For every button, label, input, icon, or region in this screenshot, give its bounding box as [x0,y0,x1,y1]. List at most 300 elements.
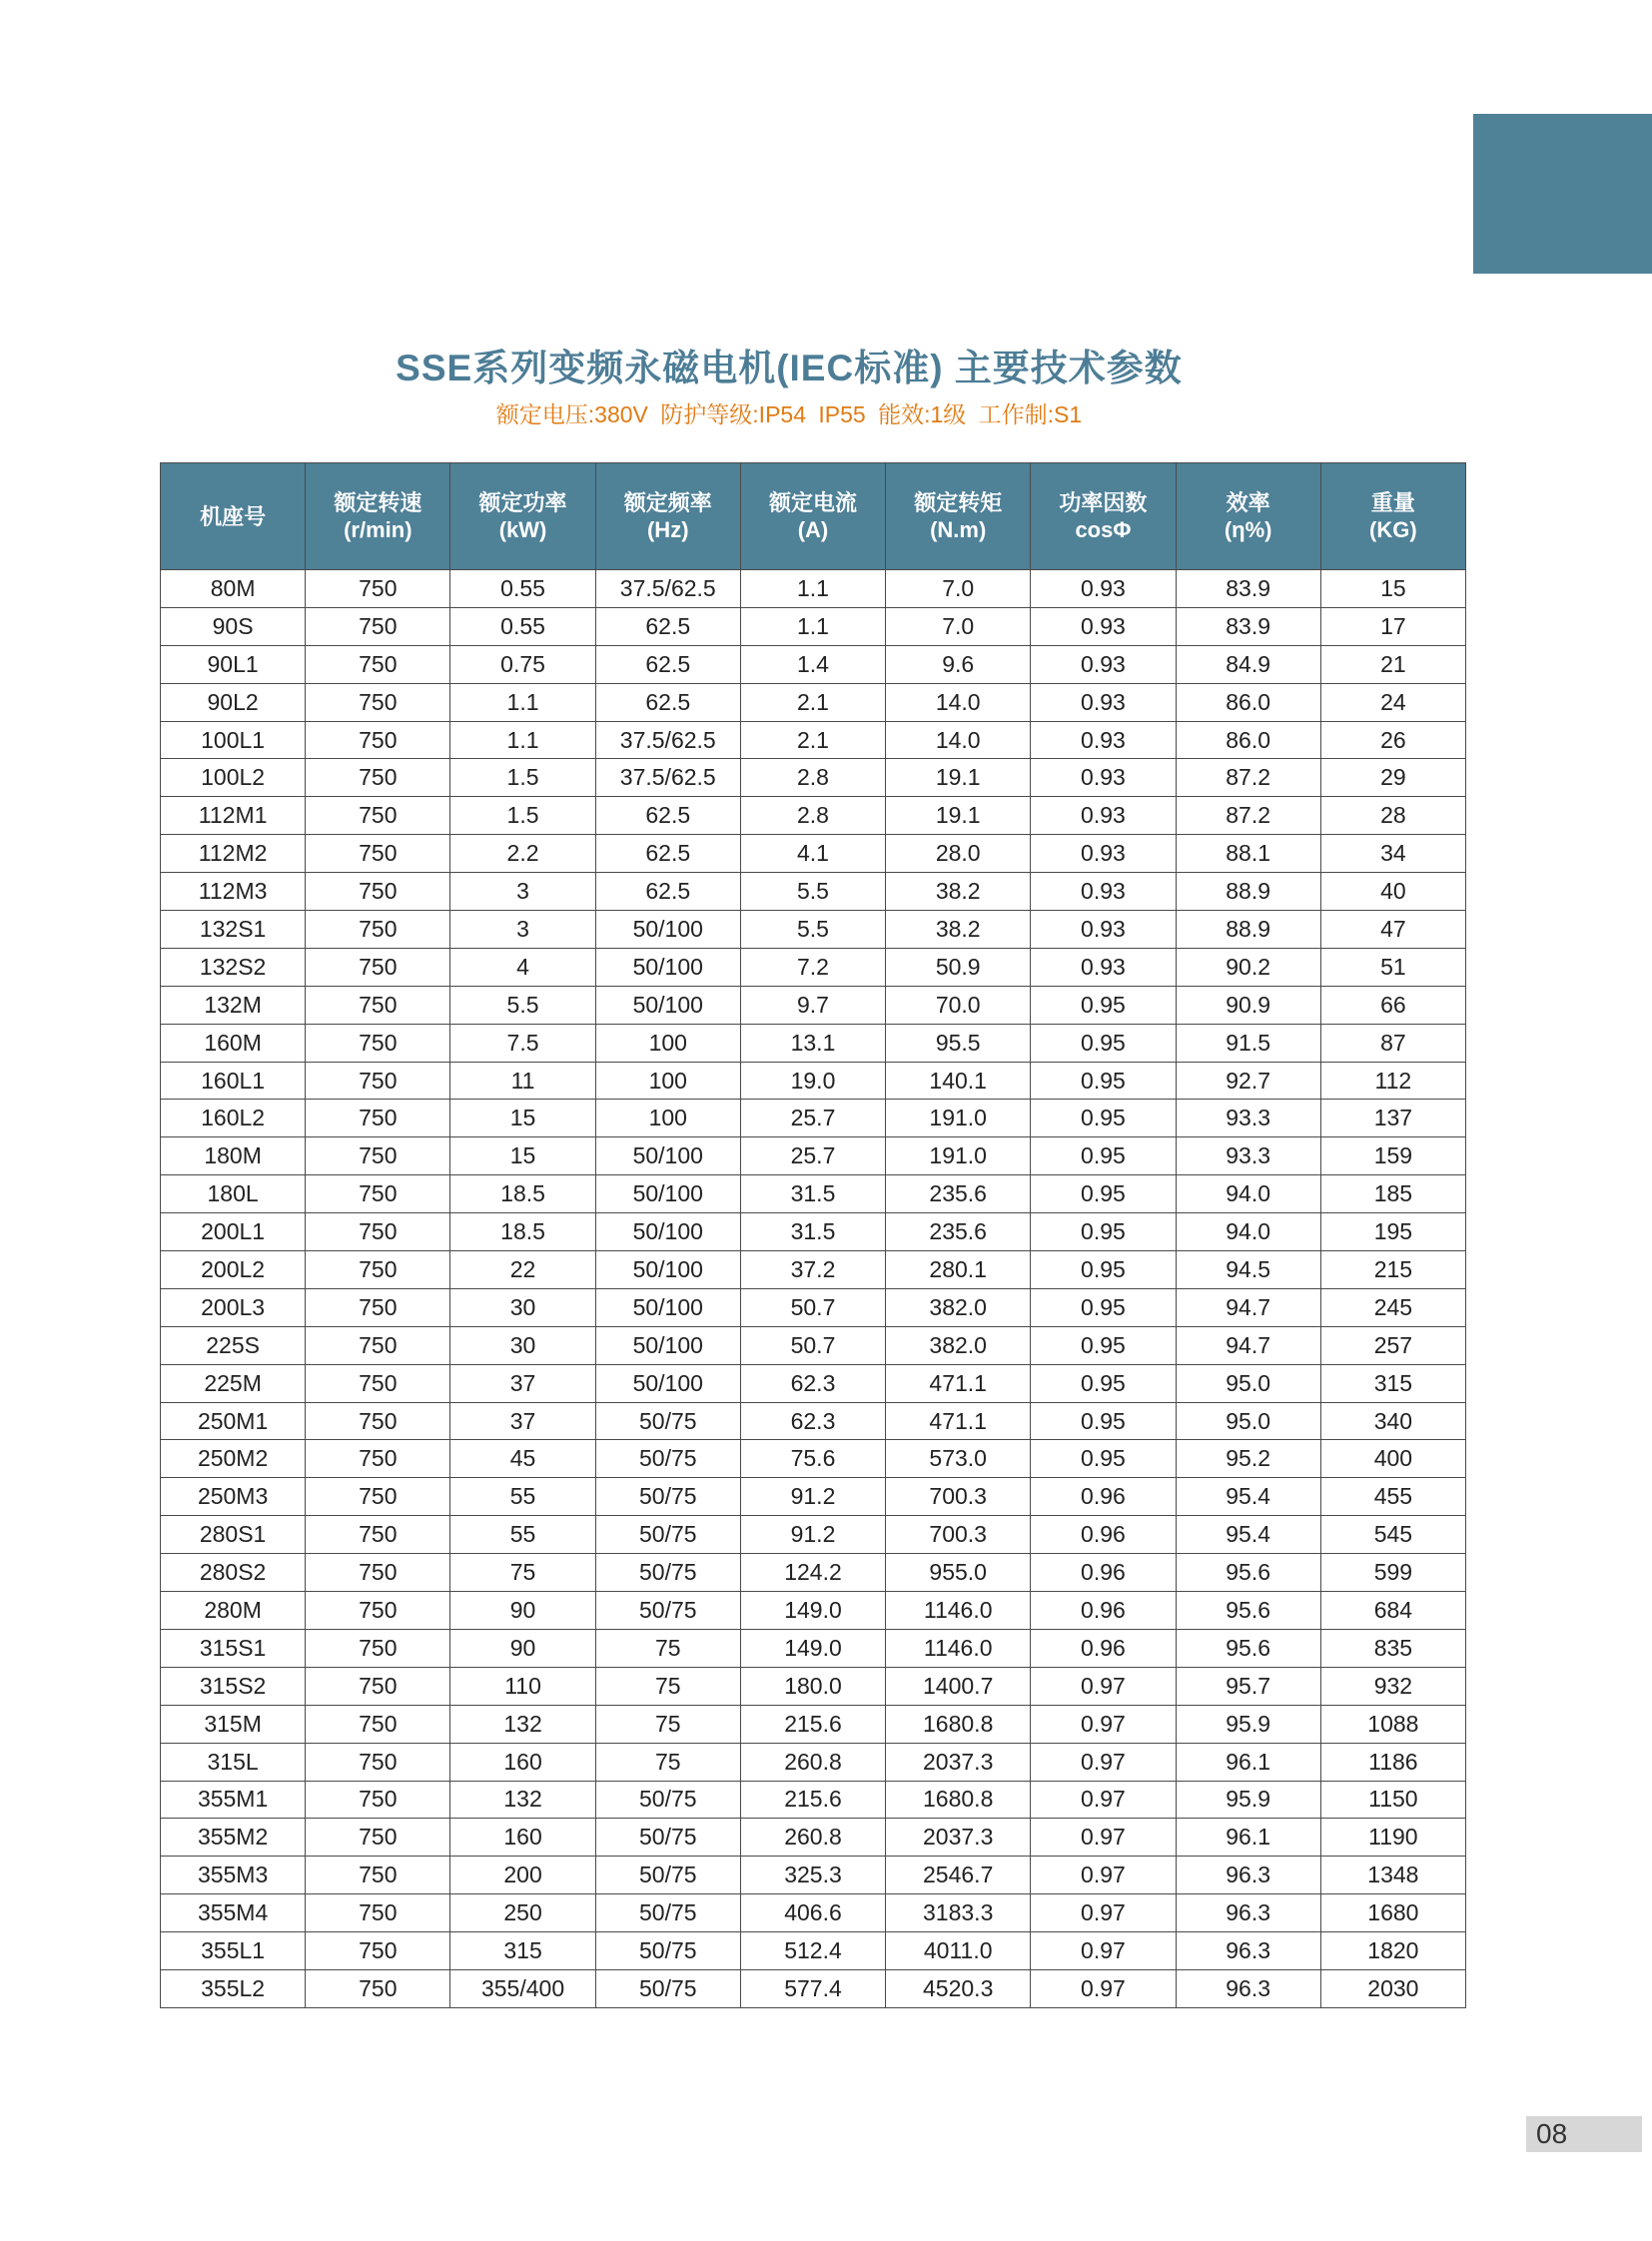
table-cell: 22 [450,1251,595,1289]
table-cell: 86.0 [1176,721,1320,759]
table-cell: 50/100 [595,1364,740,1402]
table-cell: 3 [450,873,595,911]
table-row [161,1857,1466,1894]
header-cell [450,463,595,570]
table-cell: 0.96 [1031,1629,1176,1667]
table-cell: 15 [450,1100,595,1137]
table-cell: 50/100 [595,911,740,949]
table-cell: 750 [306,1062,450,1100]
table-cell: 0.95 [1031,1100,1176,1137]
table-cell: 750 [306,1781,450,1819]
table-cell: 750 [306,1100,450,1137]
table-row [161,1705,1466,1743]
table-cell: 2.2 [450,835,595,873]
page-number: 08 [1526,2116,1642,2152]
table-cell: 110 [450,1667,595,1705]
table-row [161,1516,1466,1554]
table-cell: 21 [1320,645,1465,683]
table-cell: 0.97 [1031,1969,1176,2007]
table-cell: 545 [1320,1516,1465,1554]
table-cell: 91.5 [1176,1024,1320,1062]
header-label: cosΦ [1075,517,1132,542]
table-cell: 0.95 [1031,1326,1176,1364]
table-cell: 355M4 [161,1894,306,1932]
table-cell: 50/75 [595,1894,740,1932]
table-cell: 250M3 [161,1478,306,1516]
table-cell: 132 [450,1705,595,1743]
table-cell: 200 [450,1857,595,1894]
table-cell: 4.1 [740,835,885,873]
page-title: SSE系列变频永磁电机(IEC标准) 主要技术参数 [396,348,1183,388]
table-cell: 1680 [1320,1894,1465,1932]
table-cell: 2030 [1320,1969,1465,2007]
table-cell: 455 [1320,1478,1465,1516]
table-cell: 88.1 [1176,835,1320,873]
table-cell: 100 [595,1062,740,1100]
table-cell: 750 [306,570,450,608]
table-cell: 90.9 [1176,986,1320,1024]
table-cell: 50/75 [595,1819,740,1857]
table-cell: 750 [306,1478,450,1516]
table-cell: 0.93 [1031,911,1176,949]
table-cell: 225M [161,1364,306,1402]
table-cell: 577.4 [740,1969,885,2007]
table-cell: 0.93 [1031,835,1176,873]
table-cell: 18.5 [450,1175,595,1213]
table-cell: 75 [595,1629,740,1667]
table-cell: 340 [1320,1402,1465,1440]
table-cell: 160 [450,1743,595,1781]
table-cell: 0.93 [1031,570,1176,608]
table-cell: 750 [306,1743,450,1781]
table-cell: 0.97 [1031,1894,1176,1932]
table-cell: 95.6 [1176,1629,1320,1667]
table-cell: 62.3 [740,1402,885,1440]
table-cell: 0.95 [1031,1213,1176,1251]
header-label: 额定转速 [334,490,422,515]
table-cell: 0.97 [1031,1705,1176,1743]
corner-accent-block [1473,114,1652,274]
table-cell: 191.0 [886,1100,1031,1137]
table-row [161,873,1466,911]
table-cell: 96.3 [1176,1969,1320,2007]
table-cell: 2037.3 [886,1819,1031,1857]
header-label: 额定转矩 [914,490,1003,515]
table-cell: 2037.3 [886,1743,1031,1781]
table-cell: 87.2 [1176,759,1320,797]
table-cell: 90.2 [1176,948,1320,986]
table-cell: 19.1 [886,797,1031,835]
table-cell: 0.93 [1031,873,1176,911]
table-row [161,759,1466,797]
table-cell: 88.9 [1176,911,1320,949]
table-cell: 26 [1320,721,1465,759]
table-cell: 750 [306,1705,450,1743]
table-cell: 93.3 [1176,1137,1320,1175]
table-cell: 34 [1320,835,1465,873]
table-cell: 0.93 [1031,645,1176,683]
table-cell: 260.8 [740,1819,885,1857]
table-cell: 62.5 [595,645,740,683]
table-cell: 13.1 [740,1024,885,1062]
header-cell [886,463,1031,570]
table-cell: 250M1 [161,1402,306,1440]
table-cell: 2.8 [740,797,885,835]
table-row [161,1402,1466,1440]
table-cell: 96.3 [1176,1894,1320,1932]
table-row [161,1781,1466,1819]
table-cell: 37 [450,1402,595,1440]
table-cell: 750 [306,1554,450,1592]
table-cell: 3183.3 [886,1894,1031,1932]
table-cell: 0.93 [1031,948,1176,986]
table-cell: 0.93 [1031,797,1176,835]
table-cell: 24 [1320,683,1465,721]
table-cell: 750 [306,1024,450,1062]
table-cell: 95.2 [1176,1440,1320,1478]
table-cell: 50/75 [595,1440,740,1478]
table-cell: 315S2 [161,1667,306,1705]
table-cell: 7.0 [886,570,1031,608]
header-label: (KG) [1369,517,1417,542]
table-cell: 160 [450,1819,595,1857]
table-cell: 1.5 [450,759,595,797]
table-cell: 40 [1320,873,1465,911]
table-row [161,986,1466,1024]
table-cell: 0.95 [1031,1137,1176,1175]
table-cell: 750 [306,835,450,873]
table-cell: 30 [450,1326,595,1364]
table-cell: 750 [306,1251,450,1289]
table-row [161,1969,1466,2007]
table-cell: 50/100 [595,1137,740,1175]
table-cell: 750 [306,1364,450,1402]
table-cell: 180L [161,1175,306,1213]
header-label: (A) [797,517,829,542]
table-cell: 0.95 [1031,1288,1176,1326]
table-cell: 124.2 [740,1554,885,1592]
header-label: 额定频率 [623,490,712,515]
table-cell: 132M [161,986,306,1024]
table-cell: 14.0 [886,683,1031,721]
table-cell: 62.5 [595,683,740,721]
table-cell: 750 [306,1326,450,1364]
table-cell: 750 [306,1213,450,1251]
table-cell: 50/100 [595,1251,740,1289]
table-cell: 355L2 [161,1969,306,2007]
table-cell: 28 [1320,797,1465,835]
table-cell: 96.3 [1176,1857,1320,1894]
table-cell: 200L1 [161,1213,306,1251]
table-cell: 9.6 [886,645,1031,683]
table-cell: 235.6 [886,1213,1031,1251]
table-cell: 159 [1320,1137,1465,1175]
table-cell: 750 [306,1857,450,1894]
table-cell: 750 [306,1402,450,1440]
table-cell: 100L2 [161,759,306,797]
table-cell: 750 [306,1667,450,1705]
table-cell: 260.8 [740,1743,885,1781]
table-cell: 750 [306,759,450,797]
table-cell: 750 [306,683,450,721]
table-cell: 83.9 [1176,570,1320,608]
table-cell: 90 [450,1629,595,1667]
table-cell: 95.0 [1176,1402,1320,1440]
table-cell: 750 [306,1175,450,1213]
header-cell [306,463,450,570]
table-cell: 750 [306,873,450,911]
table-cell: 17 [1320,607,1465,645]
table-cell: 50/75 [595,1932,740,1970]
table-cell: 280M [161,1592,306,1630]
table-cell: 18.5 [450,1213,595,1251]
table-cell: 84.9 [1176,645,1320,683]
table-cell: 750 [306,645,450,683]
table-cell: 599 [1320,1554,1465,1592]
table-cell: 750 [306,797,450,835]
table-cell: 315S1 [161,1629,306,1667]
table-cell: 1146.0 [886,1629,1031,1667]
table-cell: 257 [1320,1326,1465,1364]
table-cell: 750 [306,1819,450,1857]
table-cell: 315M [161,1705,306,1743]
table-cell: 14.0 [886,721,1031,759]
table-cell: 355M1 [161,1781,306,1819]
table-cell: 1190 [1320,1819,1465,1857]
table-cell: 750 [306,911,450,949]
header-label: (Hz) [646,517,689,542]
table-cell: 87.2 [1176,797,1320,835]
table-cell: 0.97 [1031,1932,1176,1970]
table-cell: 70.0 [886,986,1031,1024]
table-cell: 1.4 [740,645,885,683]
table-cell: 95.9 [1176,1781,1320,1819]
table-cell: 94.7 [1176,1326,1320,1364]
table-cell: 1150 [1320,1781,1465,1819]
table-cell: 11 [450,1062,595,1100]
table-cell: 86.0 [1176,683,1320,721]
table-cell: 0.95 [1031,1024,1176,1062]
table-cell: 250 [450,1894,595,1932]
table-cell: 66 [1320,986,1465,1024]
table-row [161,1667,1466,1705]
table-cell: 355/400 [450,1969,595,2007]
table-cell: 750 [306,1288,450,1326]
table-cell: 160M [161,1024,306,1062]
table-cell: 5.5 [450,986,595,1024]
table-cell: 95.0 [1176,1364,1320,1402]
table-cell: 0.97 [1031,1857,1176,1894]
table-cell: 0.55 [450,570,595,608]
table-cell: 75 [595,1743,740,1781]
table-cell: 235.6 [886,1175,1031,1213]
table-cell: 7.2 [740,948,885,986]
table-cell: 96.1 [1176,1819,1320,1857]
table-cell: 750 [306,1516,450,1554]
table-cell: 180.0 [740,1667,885,1705]
table-row [161,607,1466,645]
header-label: (kW) [498,517,547,542]
table-cell: 1.1 [450,721,595,759]
table-cell: 215.6 [740,1705,885,1743]
spec-table-body [161,570,1466,2008]
table-cell: 0.97 [1031,1819,1176,1857]
table-cell: 700.3 [886,1478,1031,1516]
table-cell: 31.5 [740,1213,885,1251]
header-cell [1176,463,1320,570]
table-row [161,1629,1466,1667]
table-cell: 25.7 [740,1137,885,1175]
table-row [161,797,1466,835]
table-cell: 50/75 [595,1857,740,1894]
table-row [161,1326,1466,1364]
table-cell: 4 [450,948,595,986]
table-cell: 471.1 [886,1402,1031,1440]
header-label: (r/min) [344,517,413,542]
table-cell: 50/100 [595,1213,740,1251]
table-cell: 684 [1320,1592,1465,1630]
table-cell: 80M [161,570,306,608]
table-cell: 95.9 [1176,1705,1320,1743]
table-cell: 51 [1320,948,1465,986]
table-cell: 1680.8 [886,1781,1031,1819]
table-cell: 355M3 [161,1857,306,1894]
table-cell: 750 [306,1894,450,1932]
table-cell: 83.9 [1176,607,1320,645]
spec-table-header [161,463,1466,570]
table-cell: 355M2 [161,1819,306,1857]
table-row [161,1478,1466,1516]
table-cell: 25.7 [740,1100,885,1137]
table-cell: 62.3 [740,1364,885,1402]
table-row [161,1137,1466,1175]
table-cell: 750 [306,1440,450,1478]
table-cell: 96.1 [1176,1743,1320,1781]
table-cell: 19.1 [886,759,1031,797]
table-cell: 0.96 [1031,1554,1176,1592]
table-row [161,645,1466,683]
table-cell: 94.0 [1176,1175,1320,1213]
table-cell: 62.5 [595,873,740,911]
table-cell: 315 [1320,1364,1465,1402]
table-cell: 1.1 [450,683,595,721]
table-cell: 55 [450,1478,595,1516]
table-cell: 1820 [1320,1932,1465,1970]
table-cell: 7.5 [450,1024,595,1062]
header-label: 效率 [1226,490,1270,515]
table-cell: 573.0 [886,1440,1031,1478]
table-cell: 512.4 [740,1932,885,1970]
table-cell: 750 [306,1629,450,1667]
header-cell [1031,463,1176,570]
table-cell: 932 [1320,1667,1465,1705]
table-cell: 90L1 [161,645,306,683]
table-cell: 94.0 [1176,1213,1320,1251]
table-cell: 200L3 [161,1288,306,1326]
header-label: 重量 [1370,490,1415,515]
table-cell: 132 [450,1781,595,1819]
table-cell: 45 [450,1440,595,1478]
table-cell: 0.96 [1031,1478,1176,1516]
table-cell: 1400.7 [886,1667,1031,1705]
table-cell: 149.0 [740,1592,885,1630]
table-cell: 94.5 [1176,1251,1320,1289]
table-cell: 132S1 [161,911,306,949]
table-row [161,1592,1466,1630]
table-cell: 95.5 [886,1024,1031,1062]
table-cell: 700.3 [886,1516,1031,1554]
table-cell: 112 [1320,1062,1465,1100]
table-cell: 50/100 [595,948,740,986]
table-cell: 4011.0 [886,1932,1031,1970]
table-cell: 112M1 [161,797,306,835]
table-cell: 50/75 [595,1478,740,1516]
table-cell: 7.0 [886,607,1031,645]
table-cell: 2546.7 [886,1857,1031,1894]
table-cell: 406.6 [740,1894,885,1932]
table-cell: 100L1 [161,721,306,759]
table-cell: 3 [450,911,595,949]
table-cell: 37.5/62.5 [595,759,740,797]
table-row [161,1175,1466,1213]
table-cell: 835 [1320,1629,1465,1667]
spec-table [160,462,1466,2008]
header-label: 额定功率 [478,490,567,515]
table-cell: 160L1 [161,1062,306,1100]
table-cell: 50/75 [595,1781,740,1819]
table-cell: 50/100 [595,1288,740,1326]
table-cell: 200L2 [161,1251,306,1289]
table-cell: 382.0 [886,1288,1031,1326]
table-cell: 62.5 [595,797,740,835]
table-cell: 29 [1320,759,1465,797]
table-cell: 250M2 [161,1440,306,1478]
table-cell: 1.1 [740,607,885,645]
table-cell: 1348 [1320,1857,1465,1894]
table-cell: 750 [306,1137,450,1175]
table-cell: 0.97 [1031,1667,1176,1705]
table-cell: 50.9 [886,948,1031,986]
table-cell: 75.6 [740,1440,885,1478]
table-row [161,1100,1466,1137]
table-cell: 0.95 [1031,1251,1176,1289]
table-cell: 0.93 [1031,721,1176,759]
table-cell: 94.7 [1176,1288,1320,1326]
table-cell: 96.3 [1176,1932,1320,1970]
table-cell: 400 [1320,1440,1465,1478]
table-cell: 1680.8 [886,1705,1031,1743]
table-cell: 160L2 [161,1100,306,1137]
table-cell: 30 [450,1288,595,1326]
table-cell: 38.2 [886,911,1031,949]
table-cell: 215.6 [740,1781,885,1819]
table-cell: 1186 [1320,1743,1465,1781]
table-cell: 0.93 [1031,759,1176,797]
table-cell: 280S1 [161,1516,306,1554]
table-cell: 91.2 [740,1516,885,1554]
table-cell: 95.7 [1176,1667,1320,1705]
table-cell: 95.6 [1176,1592,1320,1630]
table-cell: 0.55 [450,607,595,645]
table-cell: 750 [306,986,450,1024]
table-cell: 750 [306,1592,450,1630]
table-cell: 1.5 [450,797,595,835]
table-row [161,1894,1466,1932]
table-cell: 750 [306,948,450,986]
table-cell: 750 [306,1969,450,2007]
table-cell: 91.2 [740,1478,885,1516]
table-cell: 325.3 [740,1857,885,1894]
